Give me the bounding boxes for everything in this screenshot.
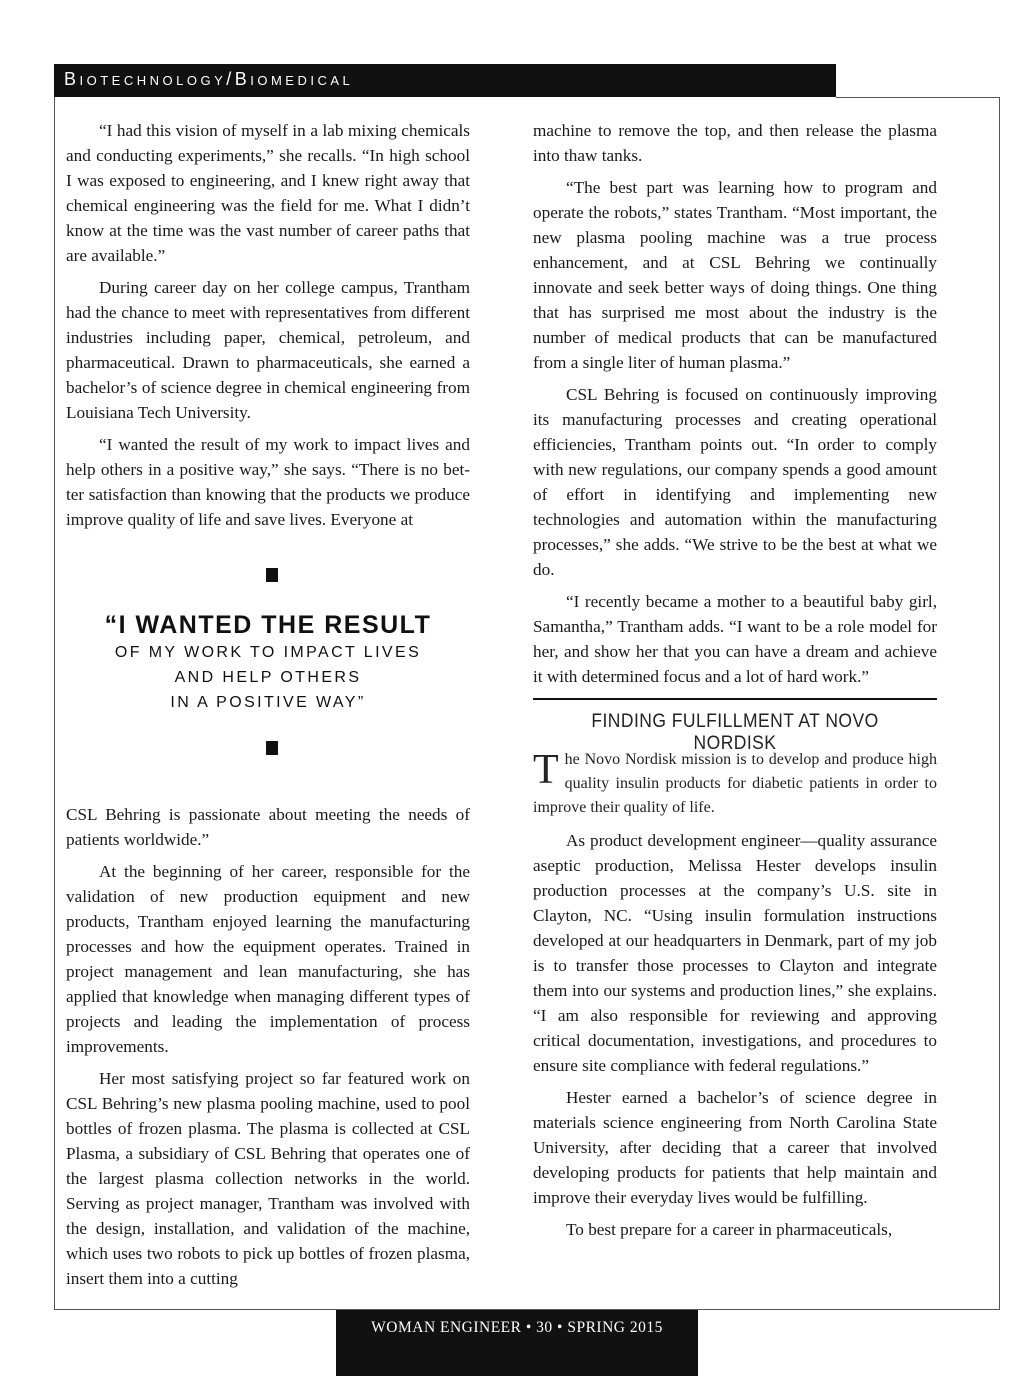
left-column-top (66, 118, 470, 539)
section-title: Biotechnology/Biomedical (64, 69, 354, 89)
sidebar-intro (533, 748, 937, 820)
frame-top-rule (836, 97, 1000, 98)
section-header-bar (54, 64, 836, 97)
pull-quote-line: IN A POSITIVE WAY” (170, 694, 366, 711)
paragraph: At the beginning of her career, responsible for the validation of new production equipment and new products, Trantham enjoyed learning the manufacturing processes and how the equipment operates. Trained in project management and lean manufacturing, she has applied that knowledge when managing different types of projects and leading the implementation of process improvements. (66, 862, 470, 1056)
square-ornament (266, 741, 278, 755)
paragraph: As product development engineer—quality assurance aseptic production, Melissa Hester develops insulin production processes at the company’s U.S. site in Clayton, NC. “Using insulin formulation instructions developed at our headquarters in Denmark, part of my job is to transfer those processes to Clayton and integrate them into our systems and production lines,” she explains. “I am also responsible for reviewing and approving critical documentation, investigations, and procedures to ensure site compliance with federal regulations.” (533, 831, 937, 1075)
paragraph: To best prepare for a career in pharmaceuticals, (566, 1220, 893, 1239)
pull-quote-line: “I WANTED THE RESULT (104, 611, 432, 639)
paragraph: “I recently became a mother to a beautiful baby girl, Samantha,” Trantham adds. “I want to be a role model for her, and show her that you can have a dream and achieve it with determined focus and a lot of hard work.” (533, 592, 937, 686)
footer-bar (336, 1310, 698, 1376)
right-column-top (533, 118, 937, 696)
paragraph: “I wanted the result of my work to impact lives and help others in a positive way,” she says. “There is no better satisfaction than knowing that the products we produce improve quality of life and save lives. Everyone at (66, 435, 470, 529)
right-column-bottom (533, 828, 937, 1249)
frame-left-rule (54, 97, 55, 1310)
footer-text: WOMAN ENGINEER • 30 • SPRING 2015 (371, 1319, 663, 1336)
square-ornament (266, 568, 278, 582)
sidebar-intro-text: he Novo Nordisk mission is to develop and produce high quality insulin products for diabetic patients in order to improve their quality of life. (533, 751, 937, 816)
drop-cap: T (533, 747, 559, 793)
paragraph: CSL Behring is focused on continuously improving its manufacturing processes and creating operational efficiencies, Trantham points out. “In order to comply with new regulations, our company spends a good amount of effort in identifying and implementing new technologies and automation within the manufacturing processes,” she adds. “We strive to be the best at what we do. (533, 385, 937, 579)
paragraph: machine to remove the top, and then release the plasma into thaw tanks. (533, 121, 937, 165)
left-column-bottom (66, 802, 470, 1298)
frame-right-rule (999, 97, 1000, 1310)
paragraph: During career day on her college campus, Trantham had the chance to meet with representatives from different industries including paper, chemical, petroleum, and pharmaceutical. Drawn to pharmaceuticals, she earned a bachelor’s of science degree in chemical engineering from Louisiana Tech University. (66, 278, 470, 422)
sidebar-heading: FINDING FULFILLMENT AT NOVO NORDISK (591, 711, 879, 754)
paragraph: CSL Behring is passionate about meeting the needs of patients worldwide.” (66, 805, 470, 849)
paragraph: “I had this vision of myself in a lab mixing chemicals and conducting experiments,” she recalls. “In high school I was exposed to engineering, and I knew right away that chemical engineering was the field for me. What I didn’t know at the time was the vast number of career paths that are available.” (66, 121, 470, 265)
pull-quote-line: OF MY WORK TO IMPACT LIVES (114, 644, 422, 661)
pull-quote-line: AND HELP OTHERS (174, 669, 362, 686)
sidebar-divider (533, 698, 937, 700)
pull-quote (66, 610, 470, 715)
paragraph: Her most satisfying project so far featured work on CSL Behring’s new plasma pooling machine, used to pool bottles of frozen plasma. The plasma is collected at CSL Plasma, a subsidiary of CSL Behring that operates one of the largest plasma collection networks in the world. Serving as project manager, Trantham was involved with the design, installation, and validation of the machine, which uses two robots to pick up bottles of frozen plasma, insert them into a cutting (66, 1069, 470, 1288)
paragraph: “The best part was learning how to program and operate the robots,” states Trantham. “Most important, the new plasma pooling machine was a true process enhancement, and at CSL Behring we continually innovate and seek better ways of doing things. One thing that has surprised me most about the industry is the number of medical products that can be manufactured from a single liter of human plasma.” (533, 178, 937, 372)
paragraph: Hester earned a bachelor’s of science degree in materials science engineering from North Carolina State University, after deciding that a career that involved developing products for patients that help maintain and improve their everyday lives would be fulfilling. (533, 1088, 937, 1207)
